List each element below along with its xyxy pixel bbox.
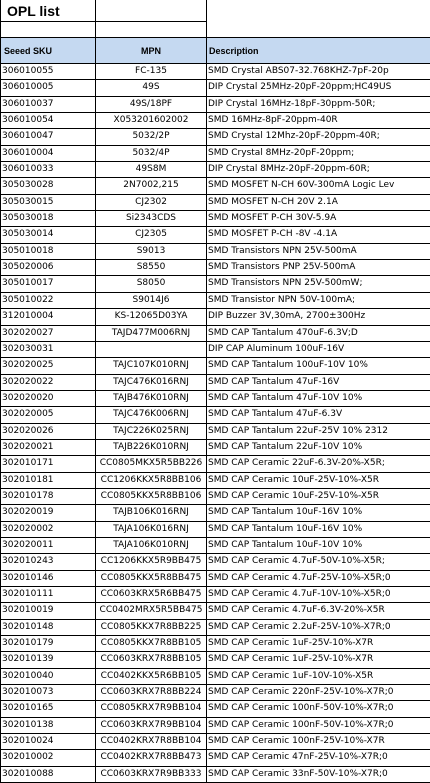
- cell-sku[interactable]: 306010037: [0, 97, 96, 113]
- cell-mpn[interactable]: CC0603KRX7R8BB105: [96, 652, 207, 668]
- cell-sku[interactable]: 302010165: [0, 701, 96, 717]
- cell-mpn[interactable]: X053201602002: [96, 113, 207, 129]
- cell-description[interactable]: SMD MOSFET P-CH 30V-5.9A: [207, 211, 430, 227]
- cell-description[interactable]: SMD CAP Tantalum 10uF-16V 10%: [207, 522, 430, 538]
- cell-mpn[interactable]: CC0805KRX7R9BB104: [96, 701, 207, 717]
- cell-mpn[interactable]: 2N7002,215: [96, 178, 207, 194]
- cell-sku[interactable]: 305030014: [0, 227, 96, 243]
- cell-description[interactable]: SMD CAP Ceramic 100nF-50V-10%-X7R;0: [207, 718, 430, 734]
- table-row: [0, 489, 430, 505]
- cell-description[interactable]: SMD CAP Tantalum 47uF-10V 10%: [207, 391, 430, 407]
- cell-sku[interactable]: 302020020: [0, 391, 96, 407]
- cell-sku[interactable]: 302010148: [0, 620, 96, 636]
- cell-description[interactable]: SMD CAP Ceramic 1uF-10V-10%-X5R: [207, 669, 430, 685]
- cell-mpn[interactable]: TAJD477M006RNJ: [96, 326, 207, 342]
- table-row: [0, 64, 430, 80]
- cell-description[interactable]: SMD Transistors PNP 25V-500mA: [207, 260, 430, 276]
- table-row: [0, 129, 430, 145]
- table-row: [0, 669, 430, 685]
- cell-sku[interactable]: 302020027: [0, 326, 96, 342]
- cell-mpn[interactable]: CJ2302: [96, 195, 207, 211]
- cell-mpn[interactable]: TAJC226K025RNJ: [96, 424, 207, 440]
- cell-sku[interactable]: 306010054: [0, 113, 96, 129]
- cell-sku[interactable]: 302010019: [0, 603, 96, 619]
- table-row: [0, 342, 430, 358]
- cell-mpn[interactable]: TAJB106K016RNJ: [96, 505, 207, 521]
- cell-sku[interactable]: 302020011: [0, 538, 96, 554]
- cell-description[interactable]: SMD 16MHz-8pF-20ppm-40R: [207, 113, 430, 129]
- cell-sku[interactable]: 302010146: [0, 571, 96, 587]
- cell-description[interactable]: SMD CAP Ceramic 4.7uF-10V-10%-X5R;0: [207, 587, 430, 603]
- cell-sku[interactable]: 306010055: [0, 64, 96, 80]
- cell-description[interactable]: DIP Buzzer 3V,30mA, 2700±300Hz: [207, 309, 430, 325]
- cell-mpn[interactable]: CC1206KKX5R9BB475: [96, 554, 207, 570]
- cell-description[interactable]: SMD CAP Ceramic 4.7uF-6.3V-20%-X5R: [207, 603, 430, 619]
- table-row: [0, 358, 430, 374]
- cell-mpn[interactable]: KS-12065D03YA: [96, 309, 207, 325]
- table-row: [0, 750, 430, 766]
- cell-sku[interactable]: 302010171: [0, 456, 96, 472]
- cell-sku[interactable]: 302010178: [0, 489, 96, 505]
- table-row: [0, 326, 430, 342]
- table-row: [0, 309, 430, 325]
- cell-description[interactable]: SMD CAP Ceramic 220nF-25V-10%-X7R;0: [207, 685, 430, 701]
- column-header-mpn[interactable]: MPN: [96, 38, 207, 64]
- cell-description[interactable]: SMD CAP Ceramic 1uF-25V-10%-X7R: [207, 636, 430, 652]
- cell-description[interactable]: SMD CAP Tantalum 22uF-25V 10% 2312: [207, 424, 430, 440]
- cell-sku[interactable]: 305010022: [0, 293, 96, 309]
- cell-sku[interactable]: 305030028: [0, 178, 96, 194]
- cell-description[interactable]: SMD CAP Ceramic 100nF-50V-10%-X7R;0: [207, 701, 430, 717]
- cell-mpn[interactable]: CC0402MRX5R5BB475: [96, 603, 207, 619]
- cell-mpn[interactable]: CC1206KKX5R8BB106: [96, 473, 207, 489]
- table-row: [0, 685, 430, 701]
- cell-mpn[interactable]: S8550: [96, 260, 207, 276]
- cell-sku[interactable]: 302020022: [0, 375, 96, 391]
- cell-sku[interactable]: 312010004: [0, 309, 96, 325]
- table-row: [0, 407, 430, 423]
- cell-description[interactable]: SMD Transistor NPN 50V-100mA;: [207, 293, 430, 309]
- cell-sku[interactable]: 306010047: [0, 129, 96, 145]
- cell-mpn[interactable]: TAJC107K010RNJ: [96, 358, 207, 374]
- table-row: [0, 195, 430, 211]
- empty-cell[interactable]: [96, 0, 207, 22]
- cell-description[interactable]: SMD MOSFET N-CH 60V-300mA Logic Lev: [207, 178, 430, 194]
- cell-sku[interactable]: 306010033: [0, 162, 96, 178]
- cell-sku[interactable]: 302020026: [0, 424, 96, 440]
- table-row: [0, 178, 430, 194]
- table-row: [0, 636, 430, 652]
- table-row: [0, 522, 430, 538]
- cell-sku[interactable]: 302020002: [0, 522, 96, 538]
- cell-mpn[interactable]: CC0603KRX7R9BB104: [96, 718, 207, 734]
- cell-description[interactable]: SMD CAP Tantalum 22uF-10V 10%: [207, 440, 430, 456]
- cell-sku[interactable]: 302010002: [0, 750, 96, 766]
- table-row: [0, 391, 430, 407]
- cell-sku[interactable]: 302010073: [0, 685, 96, 701]
- table-row: [0, 211, 430, 227]
- cell-description[interactable]: SMD CAP Ceramic 33nF-50V-10%-X7R;0: [207, 767, 430, 783]
- cell-mpn[interactable]: CC0402KKX5R6BB105: [96, 669, 207, 685]
- cell-description[interactable]: SMD CAP Ceramic 4.7uF-50V-10%-X5R;: [207, 554, 430, 570]
- table-row: [0, 227, 430, 243]
- table-row: [0, 80, 430, 96]
- cell-description[interactable]: SMD CAP Ceramic 4.7uF-25V-10%-X5R;0: [207, 571, 430, 587]
- cell-sku[interactable]: 302010024: [0, 734, 96, 750]
- table-row: [0, 554, 430, 570]
- cell-mpn[interactable]: 49S: [96, 80, 207, 96]
- cell-sku[interactable]: 302010243: [0, 554, 96, 570]
- cell-mpn[interactable]: [96, 342, 207, 358]
- table-row: [0, 603, 430, 619]
- cell-mpn[interactable]: FC-135: [96, 64, 207, 80]
- cell-mpn[interactable]: 5032/4P: [96, 146, 207, 162]
- cell-mpn[interactable]: CC0402KRX7R8BB104: [96, 734, 207, 750]
- cell-sku[interactable]: 302020021: [0, 440, 96, 456]
- table-row: [0, 276, 430, 292]
- cell-description[interactable]: SMD MOSFET N-CH 20V 2.1A: [207, 195, 430, 211]
- table-row: [0, 718, 430, 734]
- cell-sku[interactable]: 306010005: [0, 80, 96, 96]
- cell-description[interactable]: DIP Crystal 25MHz-20pF-20ppm;HC49US: [207, 80, 430, 96]
- cell-description[interactable]: SMD CAP Tantalum 10uF-10V 10%: [207, 538, 430, 554]
- cell-mpn[interactable]: S9013: [96, 244, 207, 260]
- cell-sku[interactable]: 305010017: [0, 276, 96, 292]
- cell-mpn[interactable]: CC0603KRX7R9BB333: [96, 767, 207, 783]
- cell-sku[interactable]: 305010018: [0, 244, 96, 260]
- title-cell[interactable]: [0, 0, 96, 22]
- table-row: [0, 767, 430, 783]
- cell-description[interactable]: SMD CAP Ceramic 10uF-25V-10%-X5R: [207, 473, 430, 489]
- cell-mpn[interactable]: TAJA106K016RNJ: [96, 522, 207, 538]
- cell-mpn[interactable]: CC0805KKX5R8BB475: [96, 571, 207, 587]
- cell-mpn[interactable]: CJ2305: [96, 227, 207, 243]
- cell-description[interactable]: SMD CAP Ceramic 47nF-25V-10%-X7R;0: [207, 750, 430, 766]
- cell-mpn[interactable]: TAJB226K010RNJ: [96, 440, 207, 456]
- cell-mpn[interactable]: S8050: [96, 276, 207, 292]
- cell-mpn[interactable]: TAJB476K010RNJ: [96, 391, 207, 407]
- table-row: [0, 424, 430, 440]
- cell-description[interactable]: DIP CAP Aluminum 100uF-16V: [207, 342, 430, 358]
- empty-cell[interactable]: [0, 22, 96, 38]
- cell-mpn[interactable]: TAJC476K016RNJ: [96, 375, 207, 391]
- table-row: [0, 260, 430, 276]
- table-body: [0, 64, 430, 783]
- cell-mpn[interactable]: S9014J6: [96, 293, 207, 309]
- table-row: [0, 652, 430, 668]
- table-row: [0, 146, 430, 162]
- cell-sku[interactable]: 302010138: [0, 718, 96, 734]
- cell-mpn[interactable]: CC0603KRX7R8BB224: [96, 685, 207, 701]
- cell-description[interactable]: SMD CAP Tantalum 47uF-6.3V: [207, 407, 430, 423]
- cell-mpn[interactable]: TAJA106K010RNJ: [96, 538, 207, 554]
- table-row: [0, 734, 430, 750]
- cell-sku[interactable]: 302010111: [0, 587, 96, 603]
- table-row: [0, 505, 430, 521]
- cell-mpn[interactable]: CC0402KRX7R8BB473: [96, 750, 207, 766]
- cell-sku[interactable]: 302020019: [0, 505, 96, 521]
- cell-sku[interactable]: 302020025: [0, 358, 96, 374]
- cell-mpn[interactable]: Si2343CDS: [96, 211, 207, 227]
- cell-mpn[interactable]: 49S8M: [96, 162, 207, 178]
- table-row: [0, 244, 430, 260]
- cell-sku[interactable]: 302030031: [0, 342, 96, 358]
- table-row: [0, 538, 430, 554]
- cell-sku[interactable]: 306010004: [0, 146, 96, 162]
- title-row: [0, 0, 430, 22]
- cell-sku[interactable]: 305020006: [0, 260, 96, 276]
- cell-description[interactable]: DIP Crystal 16MHz-18pF-30ppm-50R;: [207, 97, 430, 113]
- sheet-title: OPL list: [7, 3, 60, 19]
- table-header: [0, 38, 430, 64]
- cell-sku[interactable]: 305030018: [0, 211, 96, 227]
- cell-mpn[interactable]: 49S/18PF: [96, 97, 207, 113]
- cell-description[interactable]: SMD CAP Ceramic 1uF-25V-10%-X7R: [207, 652, 430, 668]
- table-row: [0, 162, 430, 178]
- cell-description[interactable]: SMD Crystal 12Mhz-20pF-20ppm-40R;: [207, 129, 430, 145]
- table-row: [0, 375, 430, 391]
- table-row: [0, 701, 430, 717]
- cell-description[interactable]: SMD MOSFET P-CH -8V -4.1A: [207, 227, 430, 243]
- cell-description[interactable]: SMD Crystal ABS07-32.768KHZ-7pF-20p: [207, 64, 430, 80]
- empty-cell[interactable]: [207, 22, 430, 38]
- cell-sku[interactable]: 302010139: [0, 652, 96, 668]
- cell-description[interactable]: SMD CAP Ceramic 22uF-6.3V-20%-X5R;: [207, 456, 430, 472]
- empty-cell[interactable]: [96, 22, 207, 38]
- cell-description[interactable]: SMD Transistors NPN 25V-500mW;: [207, 276, 430, 292]
- table-row: [0, 473, 430, 489]
- cell-description[interactable]: SMD Transistors NPN 25V-500mA: [207, 244, 430, 260]
- cell-description[interactable]: SMD CAP Tantalum 100uF-10V 10%: [207, 358, 430, 374]
- column-header-sku[interactable]: Seeed SKU: [0, 38, 96, 64]
- cell-sku[interactable]: 302020005: [0, 407, 96, 423]
- table-row: [0, 587, 430, 603]
- cell-mpn[interactable]: CC0805KKX7R8BB225: [96, 620, 207, 636]
- table-row: [0, 456, 430, 472]
- table-row: [0, 113, 430, 129]
- cell-mpn[interactable]: CC0805MKX5R5BB226: [96, 456, 207, 472]
- table-row: [0, 97, 430, 113]
- cell-description[interactable]: SMD Crystal 8MHz-20pF-20ppm;: [207, 146, 430, 162]
- cell-mpn[interactable]: 5032/2P: [96, 129, 207, 145]
- table-row: [0, 620, 430, 636]
- cell-mpn[interactable]: CC0603KRX5R6BB475: [96, 587, 207, 603]
- cell-description[interactable]: SMD CAP Ceramic 10uF-25V-10%-X5R: [207, 489, 430, 505]
- cell-description[interactable]: DIP Crystal 8MHz-20pF-20ppm-60R;: [207, 162, 430, 178]
- cell-description[interactable]: SMD CAP Tantalum 470uF-6.3V;D: [207, 326, 430, 342]
- table-row: [0, 571, 430, 587]
- cell-mpn[interactable]: CC0805KKX5R8BB106: [96, 489, 207, 505]
- cell-description[interactable]: SMD CAP Tantalum 10uF-16V 10%: [207, 505, 430, 521]
- cell-description[interactable]: SMD CAP Tantalum 47uF-16V: [207, 375, 430, 391]
- column-header-description[interactable]: Description: [207, 38, 430, 64]
- cell-sku[interactable]: 302010040: [0, 669, 96, 685]
- cell-sku[interactable]: 302010181: [0, 473, 96, 489]
- table-row: [0, 440, 430, 456]
- cell-mpn[interactable]: CC0805KKX7R8BB105: [96, 636, 207, 652]
- cell-mpn[interactable]: TAJC476K006RNJ: [96, 407, 207, 423]
- cell-sku[interactable]: 305030015: [0, 195, 96, 211]
- cell-description[interactable]: SMD CAP Ceramic 100nF-25V-10%-X7R: [207, 734, 430, 750]
- cell-sku[interactable]: 302010088: [0, 767, 96, 783]
- cell-sku[interactable]: 302010179: [0, 636, 96, 652]
- table-row: [0, 293, 430, 309]
- blank-row: [0, 22, 430, 38]
- cell-description[interactable]: SMD CAP Ceramic 2.2uF-25V-10%-X7R;0: [207, 620, 430, 636]
